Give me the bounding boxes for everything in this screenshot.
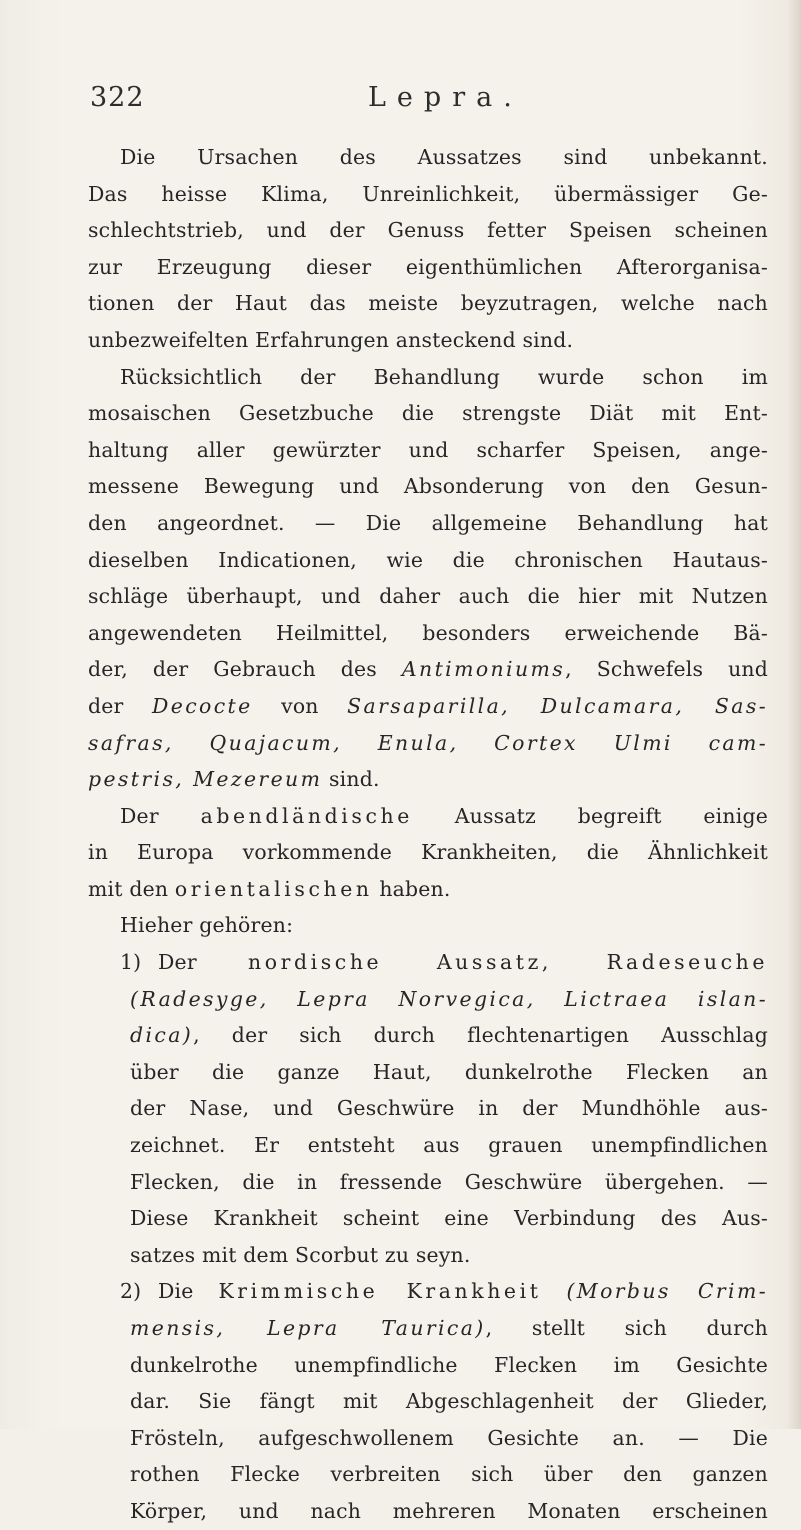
text-line — [88, 249, 768, 286]
text-line — [88, 1420, 768, 1457]
text-line — [88, 1090, 768, 1127]
text-segment: rothen Flecke verbreiten sich über den ganzen — [130, 1462, 768, 1487]
page-header — [90, 82, 730, 122]
italic-term: Sarsaparilla, Dulcamara, Sas- — [347, 693, 768, 718]
italic-term: (Morbus Crim- — [566, 1279, 768, 1304]
text-line — [88, 139, 768, 176]
text-segment: Rücksichtlich der Behandlung wurde schon im — [120, 364, 768, 389]
text-segment: dunkelrothe unempfindliche Flecken im Gesichte — [130, 1352, 768, 1377]
text-segment: , der sich durch flechtenartigen Ausschlag — [193, 1023, 768, 1048]
italic-term: mensis, Lepra Taurica) — [130, 1316, 486, 1340]
italic-term: Decocte — [152, 693, 253, 718]
text-segment: in Europa vorkommende Krankheiten, die Ähnlichkeit — [88, 840, 768, 865]
text-segment: dieselben Indicationen, wie die chronischen Hautaus- — [88, 547, 768, 572]
text-line — [88, 834, 768, 871]
text-line — [88, 1383, 768, 1420]
text-line — [88, 1347, 768, 1384]
list-number: 2) — [120, 1279, 142, 1304]
text-line — [88, 688, 768, 725]
text-line — [88, 212, 768, 249]
page-edge-shadow — [787, 0, 801, 1429]
text-line — [88, 761, 768, 798]
text-segment: Frösteln, aufgeschwollenem Gesichte an. — Die — [130, 1425, 768, 1450]
text-segment: Die Ursachen des Aussatzes sind unbekannt. — [120, 145, 768, 169]
text-segment: messene Bewegung und Absonderung von den Gesun- — [88, 474, 768, 499]
running-title: Lepra. — [368, 82, 523, 113]
text-line — [88, 322, 768, 359]
italic-term: pestris, Mezereum — [88, 767, 323, 792]
italic-term: Antimoniums — [401, 657, 566, 682]
list-number: 1) — [120, 950, 142, 975]
text-segment: Das heisse Klima, Unreinlichkeit, übermässiger Ge- — [88, 181, 768, 206]
italic-term: safras, Quajacum, Enula, Cortex Ulmi cam- — [88, 730, 768, 755]
text-line — [88, 981, 768, 1018]
text-line — [88, 1017, 768, 1054]
text-segment: Körper, und nach mehreren Monaten erscheinen — [130, 1498, 768, 1523]
text-line — [88, 615, 768, 652]
text-line — [88, 1493, 768, 1530]
text-segment: über die ganze Haut, dunkelrothe Flecken an — [130, 1059, 768, 1084]
text-segment: der — [88, 693, 152, 718]
text-segment: zur Erzeugung dieser eigenthümlichen Afterorganisa- — [88, 254, 768, 279]
text-line — [88, 468, 768, 505]
text-line — [88, 944, 768, 981]
text-segment: haltung aller gewürzter und scharfer Speisen, ange- — [88, 437, 768, 462]
text-segment: , Schwefels und — [565, 657, 768, 682]
text-line — [88, 285, 768, 322]
text-line — [88, 505, 768, 542]
text-segment: schlechtstrieb, und der Genuss fetter Speisen scheinen — [88, 218, 768, 243]
text-line — [88, 907, 768, 944]
text-line — [88, 432, 768, 469]
text-segment: Hieher gehören: — [120, 913, 294, 938]
spaced-emphasis: abendländische — [200, 803, 413, 828]
text-line — [88, 651, 768, 688]
text-segment: Die — [158, 1279, 219, 1304]
text-segment: satzes mit dem Scorbut zu seyn. — [130, 1242, 471, 1267]
text-segment: Der — [120, 803, 201, 828]
spaced-emphasis: nordische Aussatz, Radeseuche — [248, 950, 769, 975]
text-segment: von — [252, 693, 348, 718]
text-line — [88, 1310, 768, 1347]
page-number: 322 — [90, 82, 145, 113]
text-segment: Aussatz begreift einige — [412, 803, 768, 828]
text-line — [88, 1456, 768, 1493]
text-segment: der Nase, und Geschwüre in der Mundhöhle aus- — [130, 1096, 768, 1121]
text-line — [88, 1273, 768, 1310]
text-segment: , stellt sich durch — [485, 1316, 768, 1340]
spaced-emphasis: orientalischen — [174, 876, 373, 901]
text-line — [88, 542, 768, 579]
text-segment: Flecken, die in fressende Geschwüre übergehen. — — [130, 1169, 768, 1194]
italic-term: (Radesyge, Lepra Norvegica, Lictraea islan- — [130, 986, 768, 1011]
text-segment — [542, 1279, 567, 1303]
italic-term: dica) — [130, 1023, 194, 1048]
text-line — [88, 1237, 768, 1274]
text-segment: zeichnet. Er entsteht aus grauen unempfindlichen — [130, 1133, 768, 1158]
text-segment: Der — [158, 950, 248, 975]
text-line — [88, 1127, 768, 1164]
body-text — [88, 139, 768, 1530]
text-line — [88, 395, 768, 432]
text-segment: tionen der Haut das meiste beyzutragen, welche nach — [88, 291, 768, 316]
text-segment: Diese Krankheit scheint eine Verbindung des Aus- — [130, 1206, 768, 1231]
text-line — [88, 176, 768, 213]
text-line — [88, 1054, 768, 1091]
text-line — [88, 1200, 768, 1237]
text-segment: dar. Sie fängt mit Abgeschlagenheit der Glieder, — [130, 1389, 768, 1414]
text-segment: unbezweifelten Erfahrungen ansteckend sind. — [88, 327, 574, 352]
spaced-emphasis: Krimmische Krankheit — [218, 1279, 542, 1304]
text-segment: der, der Gebrauch des — [88, 657, 402, 682]
text-line — [88, 798, 768, 835]
text-segment: mit den — [88, 876, 175, 901]
text-segment: sind. — [322, 767, 380, 792]
text-segment: den angeordnet. — Die allgemeine Behandlung hat — [88, 510, 768, 535]
text-line — [88, 725, 768, 762]
text-line — [88, 578, 768, 615]
text-segment: haben. — [372, 876, 451, 901]
text-line — [88, 871, 768, 908]
text-segment: schläge überhaupt, und daher auch die hier mit Nutzen — [88, 584, 768, 609]
text-line — [88, 1164, 768, 1201]
text-segment: angewendeten Heilmittel, besonders erweichende Bä- — [88, 620, 768, 645]
text-line — [88, 359, 768, 396]
text-segment: mosaischen Gesetzbuche die strengste Diät mit Ent- — [88, 401, 768, 426]
